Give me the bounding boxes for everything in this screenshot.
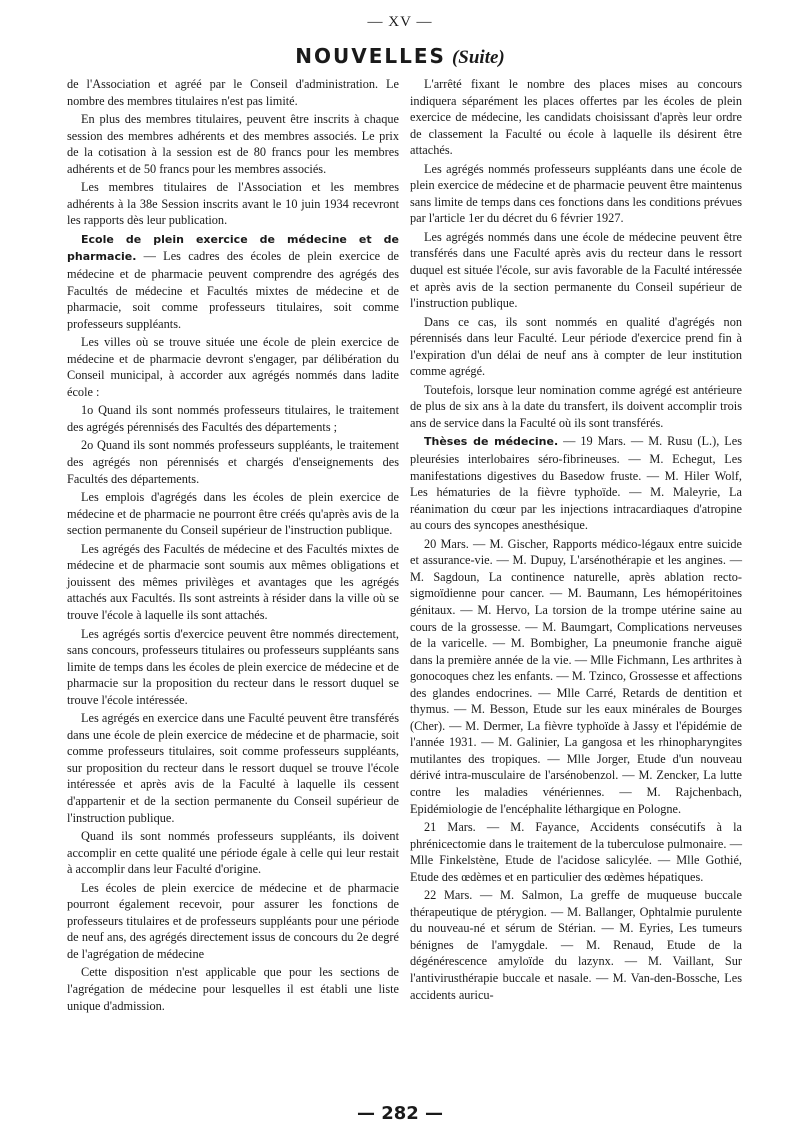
paragraph — [67, 710, 399, 826]
paragraph — [410, 536, 742, 817]
paragraph — [410, 229, 742, 312]
paragraph-text: 21 Mars. — M. Fayance, Accidents consécutifs à la phrénicectomie dans le traitement de la tuberculose pulmonaire. — Mlle Finkelstène, Etude de l'acidose salicylée. — Mlle Gothié, Etude des œdèmes et en particulier des œdèmes hépatiques. — [410, 820, 742, 884]
paragraph — [67, 76, 399, 109]
paragraph-text: Les agrégés des Facultés de médecine et des Facultés mixtes de médecine et de pharmacie sont soumis aux mêmes obligations et jouissent des mêmes privilèges et avantages que les agrégés attachés aux Facultés. Ils sont astreints à résider dans la ville où se trouve l'école à laquelle ils sont attachés. — [67, 541, 399, 622]
paragraph — [67, 179, 399, 229]
paragraph — [410, 887, 742, 1003]
paragraph-text: — Les cadres des écoles de plein exercice de médecine et de pharmacie peuvent comprendre des agrégés des Facultés de médecine et Facultés mixtes de médecine et de pharmacie, soit comme professeurs titulaires, soit comme professeurs suppléants. — [67, 249, 399, 331]
paragraph — [67, 626, 399, 709]
paragraph-text: Les membres titulaires de l'Association et les membres adhérents à la 38e Session inscrits avant le 10 juin 1934 recevront les rapports dès leur publication. — [67, 180, 399, 228]
paragraph-text: En plus des membres titulaires, peuvent être inscrits à chaque session des membres adhérents et des membres associés. Le prix de la cotisation à la session est de 80 francs pour les membres adhérents et de 50 francs pour les membres associés. — [67, 112, 399, 176]
paragraph-text: Les villes où se trouve située une école de plein exercice de médecine et de pharmacie devront s'engager, par délibération du Conseil municipal, à accorder aux agrégés nommés dans ladite école : — [67, 335, 399, 399]
section-heading: Ecole de plein exercice de médecine et de pharmacie. — [67, 232, 399, 264]
page-number: — 282 — — [356, 1103, 444, 1124]
paragraph — [410, 382, 742, 432]
paragraph — [67, 231, 399, 332]
paragraph-text: 1o Quand ils sont nommés professeurs titulaires, le traitement des agrégés pérennisés des Facultés des départements ; — [67, 403, 399, 434]
paragraph-text: de l'Association et agréé par le Conseil d'administration. Le nombre des membres titulaires n'est pas limité. — [67, 77, 399, 108]
paragraph — [67, 334, 399, 400]
paragraph-text: Les écoles de plein exercice de médecine et de pharmacie pourront également recevoir, pour assurer les fonctions de professeurs titulaires et de professeurs suppléants pour une période de neuf ans, des agrégés directement issus de concours du 2e degré de l'agrégation de médecine — [67, 880, 399, 961]
paragraph — [410, 76, 742, 159]
right-column — [410, 76, 742, 1005]
paragraph-text: 20 Mars. — M. Gischer, Rapports médico-légaux entre suicide et assurance-vie. — M. Dupuy, L'arsénothérapie et les angines. — M. Sagdoun, La continence naturelle, après ablation recto-sigmoïdienne pour cancer. — M. Baumann, Les hémopéritoines génitaux. — M. Hervo, La torsion de la trompe utérine saine au cours de la grossesse. — M. Baumgart, Complications nerveuses de la varicelle. — M. Bombigher, La pneumonie franche aiguë dans la première année de la vie. — Mlle Fichmann, Les arthrites à gonocoques chez les enfants. — M. Tzinco, Grossesse et affections des glandes endocrines. — Mlle Carré, Retards de dentition et thymus. — M. Besson, Etude sur les eaux minérales de Bourges (Cher). — M. Dermer, La fièvre typhoïde à Jassy et l'épidémie de l'année 1931. — M. Galinier, La gangosa et les rhinopharyngites mutilantes des tropiques. — Mlle Jorger, Etude d'un nouveau dérivé intra-musculaire de l'arsénobenzol. — M. Zencker, La lutte contre les maladies vénériennes. — M. Rajchenbach, Epidémiologie de l'encéphalite léthargique en Pologne. — [410, 536, 742, 816]
paragraph-text: — 19 Mars. — M. Rusu (L.), Les pleurésies interlobaires séro-fibrineuses. — M. Echegut, Les manifestations digestives du Basedow fruste. — M. Hiler Wolf, Les hématuries de la fièvre typhoïde. — M. Maleyrie, La réanimation du cœur par les injections intracardiaques d'atropine au cours des syncopes anesthésique. — [410, 434, 742, 533]
paragraph-text: Cette disposition n'est applicable que pour les sections de l'agrégation de médecine pour lesquelles il est établi une liste unique d'admission. — [67, 965, 399, 1013]
paragraph — [410, 819, 742, 885]
header-title: NOUVELLES — [295, 44, 446, 68]
paragraph-text: Toutefois, lorsque leur nomination comme agrégé est antérieure de plus de six ans à la date du transfert, ils doivent accomplir trois ans de service dans la Faculté où ils sont transférés. — [410, 382, 742, 430]
header-suite: (Suite) — [451, 47, 505, 68]
paragraph — [67, 880, 399, 963]
paragraph — [67, 489, 399, 539]
paragraph — [67, 437, 399, 487]
roman-page-number: — XV — — [367, 14, 433, 30]
paragraph-text: Les agrégés nommés dans une école de médecine peuvent être transférés dans une Faculté après avis du recteur dans le ressort duquel est située l'école, sur avis favorable de la Faculté intéressée et après avis de la section permanente du Conseil supérieur de l'instruction publique. — [410, 229, 742, 311]
paragraph-text: Quand ils sont nommés professeurs suppléants, ils doivent accomplir en cette qualité une période égale à celle qui leur restait à accomplir dans leur Faculté d'origine. — [67, 829, 399, 877]
paragraph-text: 2o Quand ils sont nommés professeurs suppléants, le traitement des agrégés non pérennisés et chargés d'enseignements des Facultés des départements. — [67, 438, 399, 486]
paragraph — [67, 964, 399, 1014]
paragraph-text: Les agrégés sortis d'exercice peuvent être nommés directement, sans concours, professeurs titulaires ou professeurs suppléants sans limite de temps dans les écoles de plein exercice de médecine et de pharmacie sur la proposition du recteur dans le ressort duquel se trouve l'école intéressée. — [67, 626, 399, 707]
paragraph — [67, 402, 399, 435]
paragraph-text: Dans ce cas, ils sont nommés en qualité d'agrégés non pérennisés dans leur Faculté. Leur période d'exercice prend fin à l'expiration d'un délai de neuf ans à compter de leur institution comme agrégé. — [410, 314, 742, 379]
paragraph — [67, 828, 399, 878]
section-header — [0, 44, 800, 69]
paragraph-text: L'arrêté fixant le nombre des places mises au concours indiquera séparément les places offertes par les écoles de plein exercice de médecine, les candidats choisissant d'après leur ordre de classement la Faculté ou école à laquelle ils désirent être attachés. — [410, 77, 742, 158]
section-heading: Thèses de médecine. — [424, 435, 559, 449]
paragraph-text: 22 Mars. — M. Salmon, La greffe de muqueuse buccale thérapeutique de ptérygion. — M. Ballanger, Ophtalmie purulente du nouveau-né et sérum de Stérian. — M. Eyries, Les tumeurs bénignes de l'amygdale. — M. Renaud, Etude de la dégénérescence amyloïde du lazynx. — M. Vaillant, Sur l'antivirusthérapie buccale et nasale. — M. Van-den-Bossche, Les accidents auricu- — [410, 888, 742, 1002]
paragraph — [410, 433, 742, 533]
paragraph-text: Les emplois d'agrégés dans les écoles de plein exercice de médecine et de pharmacie ne pourront être créés qu'après avis de la section permanente du Conseil supérieur de l'instruction publique. — [67, 490, 399, 538]
paragraph — [67, 541, 399, 624]
paragraph-text: Les agrégés en exercice dans une Faculté peuvent être transférés dans une école de plein exercice de médecine et de pharmacie, soit comme professeurs titulaires, soit comme professeurs suppléants, sur proposition du recteur dans le ressort duquel se trouve l'école intéressée et après avis de la Faculté à laquelle ils cessent d'appartenir et de la section permanente du Conseil supérieur de l'instruction publique. — [67, 711, 399, 825]
paragraph — [67, 111, 399, 177]
left-column — [67, 76, 399, 1016]
paragraph-text: Les agrégés nommés professeurs suppléants dans une école de plein exercice de médecine et de pharmacie peuvent être maintenus sans limite de temps dans ces fonctions dans les conditions prévues par l'article 1er du décret du 6 février 1927. — [410, 161, 742, 226]
paragraph — [410, 161, 742, 227]
paragraph — [410, 314, 742, 380]
